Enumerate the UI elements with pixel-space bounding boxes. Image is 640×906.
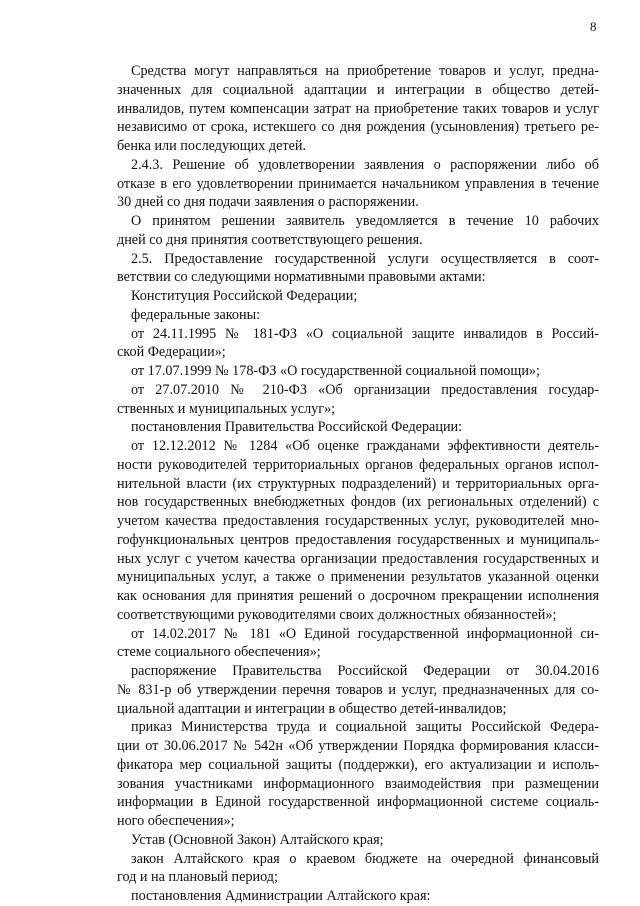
text-line: зования участниками информационного взаимодействия при размещении: [117, 775, 599, 792]
text-line: приказ Министерства труда и социальной защиты Российской Федера-: [131, 719, 599, 736]
text-line: ской Федерации»;: [117, 344, 226, 361]
text-line: Средства могут направляться на приобретение товаров и услуг, предна-: [131, 63, 599, 79]
text-line: соответствующими руководителями своих должностных обязанностей»;: [117, 606, 557, 623]
text-line: 2.5. Предоставление государственной услуги осуществляется в соот-: [131, 250, 599, 267]
document-body: [117, 62, 599, 906]
text-line: 2.4.3. Решение об удовлетворении заявления о распоряжении либо об: [131, 156, 599, 173]
text-line: ного обеспечения»;: [117, 813, 235, 829]
page-number: 8: [590, 19, 597, 34]
text-line: 30 дней со дня подачи заявления о распоряжении.: [117, 194, 419, 211]
text-line: ветствии со следующими нормативными правовыми актами:: [117, 269, 486, 286]
text-line: ности руководителей территориальных органов федеральных органов испол-: [117, 456, 599, 473]
text-line: Конституция Российской Федерации;: [131, 288, 358, 304]
text-line: дней со дня принятия соответствующего решения.: [117, 231, 423, 248]
text-line: О принятом решении заявитель уведомляется в течение 10 рабочих: [131, 213, 599, 229]
text-line: ственных и муниципальных услуг»;: [117, 400, 336, 417]
text-line: информации в Единой государственной информационной системе социаль-: [117, 794, 599, 811]
text-line: гофункциональных центров предоставления государственных и муниципаль-: [117, 531, 599, 548]
text-line: распоряжение Правительства Российской Федерации от 30.04.2016: [131, 663, 599, 679]
text-line: закон Алтайского края о краевом бюджете на очередной финансовый: [131, 850, 599, 867]
text-line: муниципальных услуг, а также о применении результатов указанной оценки: [117, 569, 599, 586]
text-line: от 24.11.1995 № 181-ФЗ «О социальной защите инвалидов в Россий-: [131, 325, 599, 342]
text-line: учетом качества предоставления государственных услуг, руководителей мно-: [117, 513, 599, 529]
text-line: независимо от срока, истекшего со дня рождения (усыновления) третьего ре-: [117, 119, 599, 136]
text-line: № 831-р об утверждении перечня товаров и услуг, предназначенных для со-: [117, 681, 599, 698]
text-line: нов государственных внебюджетных фондов (их региональных отделений) с: [117, 494, 599, 511]
text-line: бенка или последующих детей.: [117, 138, 307, 154]
text-line: ных услуг с учетом качества организации предоставления государственных и: [117, 550, 599, 567]
text-line: фикатора мер социальной защиты (поддержки), его актуализации и исполь-: [117, 756, 599, 773]
text-line: циальной адаптации и интеграции в общество детей-инвалидов;: [117, 700, 507, 717]
text-line: от 17.07.1999 № 178-ФЗ «О государственной социальной помощи»;: [131, 363, 540, 379]
text-line: федеральные законы:: [131, 306, 261, 323]
text-line: постановления Правительства Российской Федерации:: [131, 419, 463, 436]
text-line: как основания для принятия решений о досрочном прекращении исполнения: [117, 588, 599, 604]
text-line: от 27.07.2010 № 210-ФЗ «Об организации предоставления государ-: [131, 381, 599, 398]
text-line: отказе в его удовлетворении принимается начальником управления в течение: [117, 175, 599, 192]
text-line: значенных для социальной адаптации и интеграции в общество детей-: [117, 81, 599, 98]
text-line: Устав (Основной Закон) Алтайского края;: [131, 831, 384, 848]
text-line: постановления Администрации Алтайского края:: [131, 888, 431, 904]
text-line: стеме социального обеспечения»;: [117, 644, 321, 661]
text-line: нительной власти (их структурных подразделений) и территориальных орга-: [117, 475, 599, 492]
text-line: год и на плановый период;: [117, 869, 278, 886]
text-line: ции от 30.06.2017 № 542н «Об утверждении Порядка формирования класси-: [117, 738, 599, 754]
text-line: от 12.12.2012 № 1284 «Об оценке гражданами эффективности деятель-: [131, 438, 599, 454]
text-line: инвалидов, путем компенсации затрат на приобретение таких товаров и услуг: [117, 100, 599, 117]
text-line: от 14.02.2017 № 181 «О Единой государственной информационной си-: [131, 625, 599, 642]
